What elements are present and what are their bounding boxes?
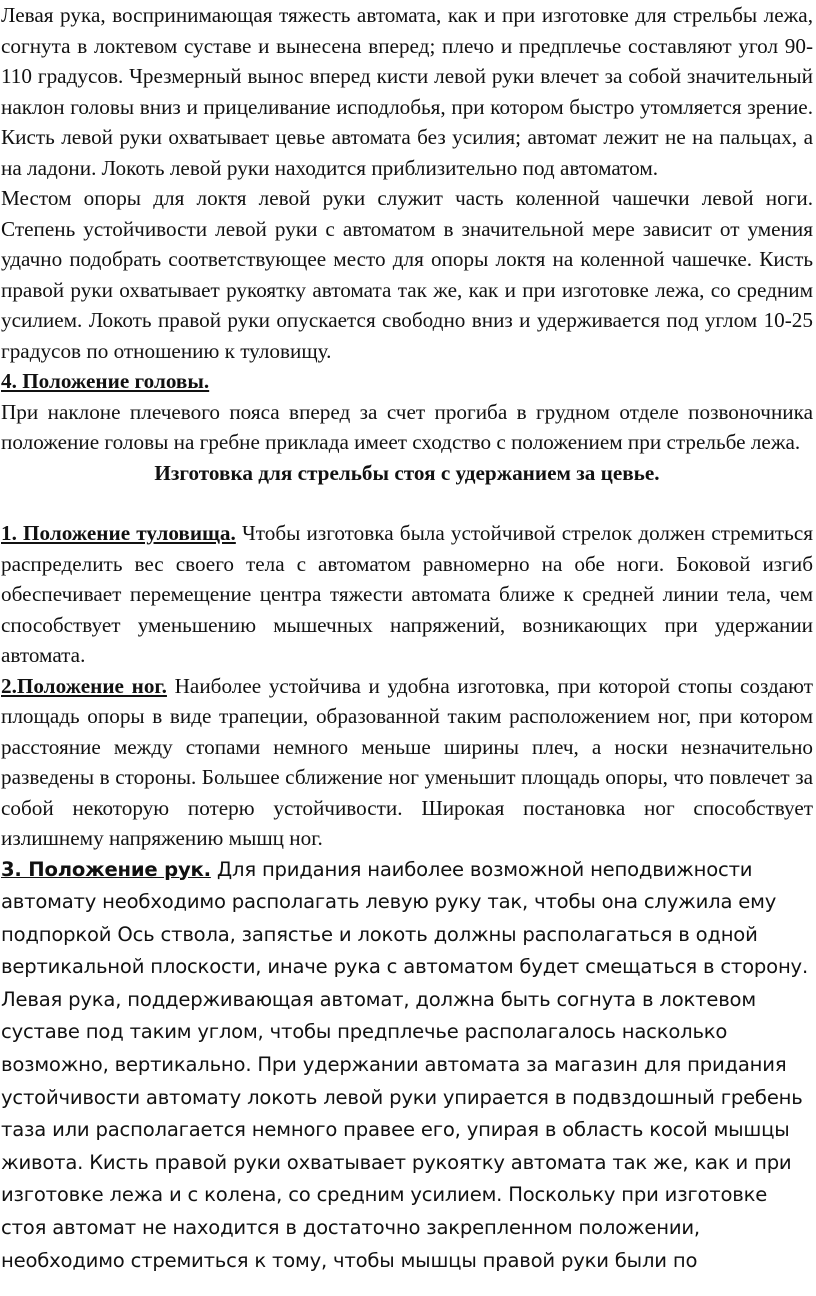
paragraph-legs: [1, 671, 813, 854]
section-title: Изготовка для стрельбы стоя с удержанием за цевье.: [154, 460, 660, 485]
heading-head-position: 4. Положение головы.: [1, 369, 210, 393]
heading-arms: 3. Положение рук.: [1, 857, 211, 881]
arms-line: изготовке лежа и с колена, со средним усилием. Поскольку при изготовке: [1, 1183, 768, 1207]
paragraph-torso: [1, 518, 813, 671]
paragraph-head-position: При наклоне плечевого пояса вперед за счет прогиба в грудном отделе позвоночника положение головы на гребне приклада имеет сходство с положением при стрельбе лежа.: [1, 399, 813, 454]
arms-line: стоя автомат не находится в достаточно закрепленном положении,: [1, 1216, 700, 1240]
document-page: [1, 0, 813, 1277]
arms-line: автомату необходимо располагать левую руку так, чтобы она служила ему: [1, 890, 777, 914]
arms-line: живота. Кисть правой руки охватывает рукоятку автомата так же, как и при: [1, 1150, 792, 1174]
text-torso: Чтобы изготовка была устойчивой стрелок должен стремиться распределить вес своего тела с автоматом равномерно на обе ноги. Боковой изгиб обеспечивает перемещение центра тяжести автомата ближе к средней линии тела, чем способствует уменьшению мышечных напряжений, возникающих при удержании автомата.: [1, 521, 813, 667]
blank-line: [1, 488, 813, 518]
arms-line: необходимо стремиться к тому, чтобы мышцы правой руки были по: [1, 1248, 698, 1272]
arms-line: возможно, вертикально. При удержании автомата за магазин для придания: [1, 1053, 787, 1077]
arms-line: вертикальной плоскости, иначе рука с автоматом будет смещаться в сторону.: [1, 955, 808, 979]
paragraph-left-arm: Левая рука, воспринимающая тяжесть автомата, как и при изготовке для стрельбы лежа, согнута в локтевом суставе и вынесена вперед; плечо и предплечье составляют угол 90-110 градусов. Чрезмерный вынос вперед кисти левой руки влечет за собой значительный наклон головы вниз и прицеливание исподлобья, при котором быстро утомляется зрение. Кисть левой руки охватывает цевье автомата без усилия; автомат лежит не на пальцах, а на ладони. Локоть левой руки находится приблизительно под автоматом.: [1, 3, 813, 180]
serif-section: [1, 0, 813, 458]
standing-section: [1, 518, 813, 854]
text-arms-line: Для придания наиболее возможной неподвижности: [210, 857, 753, 881]
arms-section: [1, 854, 813, 1278]
arms-line: подпоркой Ось ствола, запястье и локоть должны располагаться в одной: [1, 922, 758, 946]
arms-line: суставе под таким углом, чтобы предплечье располагалось насколько: [1, 1020, 728, 1044]
arms-line: [1, 854, 813, 887]
arms-line: таза или располагается немного правее его, упирая в область косой мышцы: [1, 1118, 790, 1142]
paragraph-elbow-support: Местом опоры для локтя левой руки служит часть коленной чашечки левой ноги. Степень устойчивости левой руки с автоматом в значительной мере зависит от умения удачно подобрать соответствующее место для опоры локтя на коленной чашечке. Кисть правой руки охватывает рукоятку автомата так же, как и при изготовке лежа, со средним усилием. Локоть правой руки опускается свободно вниз и удерживается под углом 10-25 градусов по отношению к туловищу.: [1, 186, 813, 363]
heading-legs: 2.Положение ног.: [1, 673, 167, 698]
heading-torso: 1. Положение туловища.: [1, 521, 236, 545]
arms-line: устойчивости автомату локоть левой руки упирается в подвздошный гребень: [1, 1085, 803, 1109]
text-legs: Наиболее устойчива и удобна изготовка, при которой стопы создают площадь опоры в виде трапеции, образованной таким расположением ног, при котором расстояние между стопами немного меньше ширины плеч, а носки незначительно разведены в стороны. Большее сближение ног уменьшит площадь опоры, что повлечет за собой некоторую потерю устойчивости. Широкая постановка ног способствует излишнему напряжению мышц ног.: [1, 673, 813, 850]
arms-line: Левая рука, поддерживающая автомат, должна быть согнута в локтевом: [1, 987, 756, 1011]
